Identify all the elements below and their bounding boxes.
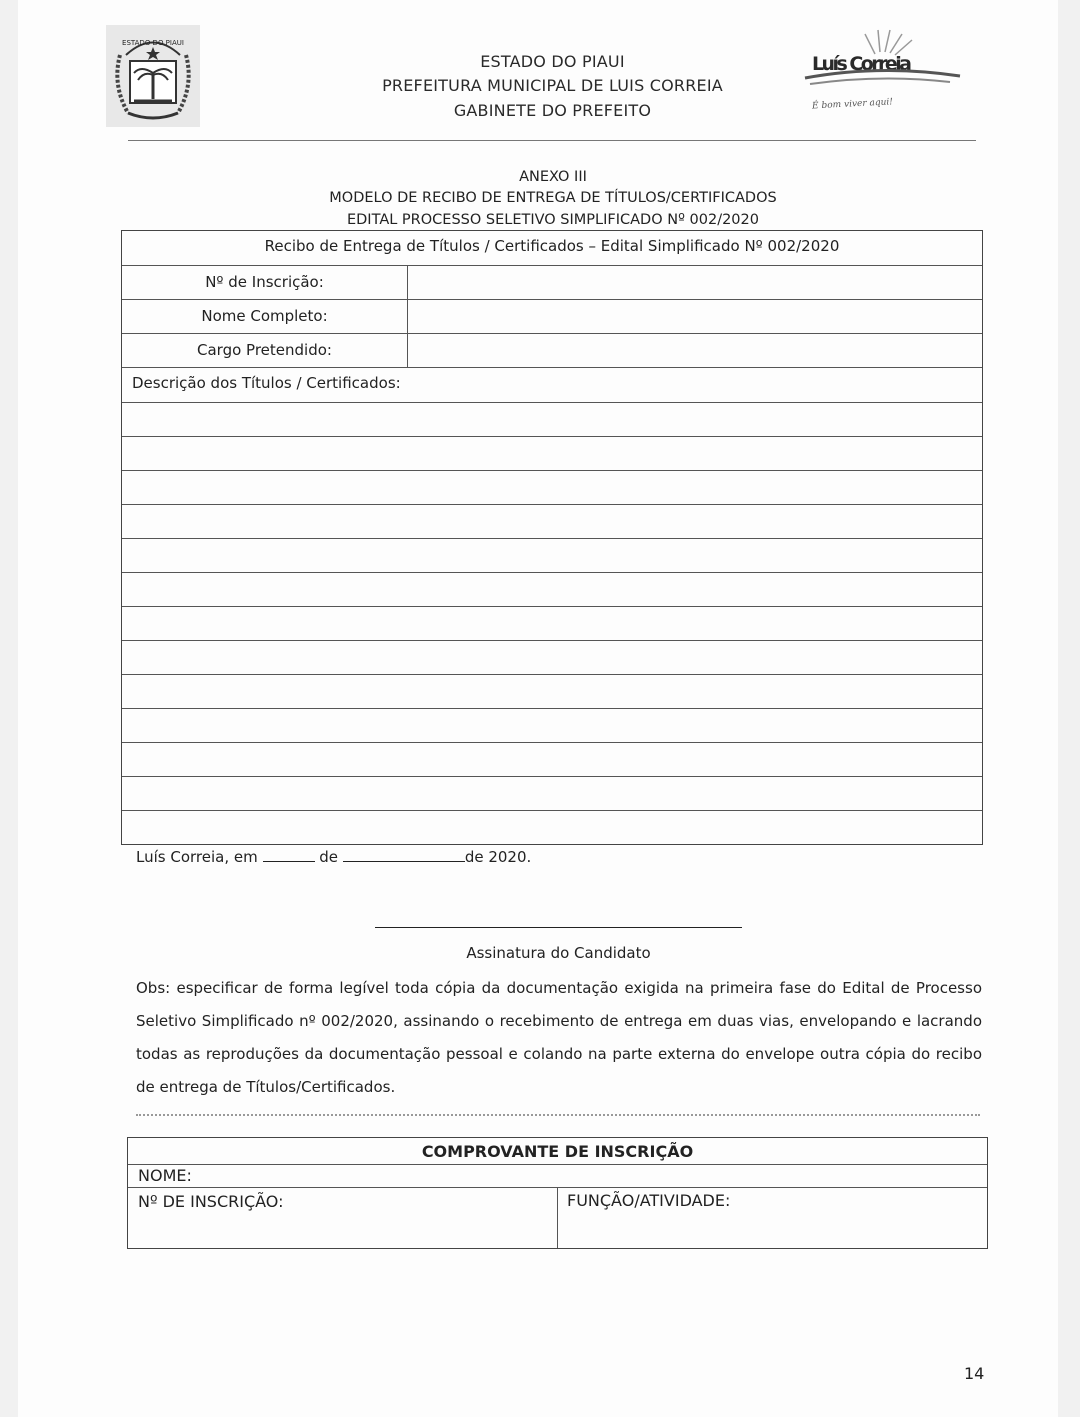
field-label: Nº de Inscrição: (122, 266, 408, 299)
city-logo (800, 26, 970, 116)
header-divider (128, 140, 976, 141)
page-number: 14 (964, 1364, 985, 1383)
blank-line (122, 641, 982, 675)
receipt-function-label: FUNÇÃO/ATIVIDADE: (567, 1191, 731, 1210)
receipt-divider (557, 1188, 558, 1248)
blank-line (122, 437, 982, 471)
day-blank (263, 849, 315, 862)
blank-line (122, 743, 982, 777)
blank-line (122, 675, 982, 709)
receipt-bottom-row (128, 1188, 987, 1248)
receipt-title: COMPROVANTE DE INSCRIÇÃO (128, 1138, 987, 1165)
cut-line (136, 1114, 980, 1116)
logo-slogan: É bom viver aqui! (811, 97, 894, 112)
logo-name: Luís Correia (812, 53, 912, 75)
receipt-inscription-label: Nº DE INSCRIÇÃO: (138, 1192, 284, 1211)
coat-of-arms-icon (106, 25, 200, 127)
blank-line (122, 709, 982, 743)
annex-title: ANEXO III (519, 169, 587, 185)
registration-receipt (127, 1137, 988, 1249)
blank-line (122, 777, 982, 811)
receipt-name-label: NOME: (128, 1165, 987, 1188)
place-middle: de (319, 848, 339, 866)
blank-line (122, 539, 982, 573)
field-label: Cargo Pretendido: (122, 334, 408, 367)
observation-paragraph: Obs: especificar de forma legível toda cópia da documentação exigida na primeira fase do Edital de Processo Seletivo Simplificado nº 002/2020, assinando o recebimento de entrega em duas vias, envelopando e lacrando todas as reproduções da documentação pessoal e colando na parte externa do envelope outra cópia do recibo de entrega de Títulos/Certificados. (136, 979, 982, 1096)
blank-line (122, 573, 982, 607)
description-row (122, 368, 982, 403)
place-suffix: de 2020. (464, 848, 532, 866)
coat-of-arms-text: ESTADO DO PIAUI (122, 39, 184, 47)
month-blank (343, 849, 465, 862)
field-row-inscription (122, 266, 982, 300)
blank-line (122, 607, 982, 641)
annex-edital: EDITAL PROCESSO SELETIVO SIMPLIFICADO Nº 002/2020 (346, 212, 759, 228)
annex-subtitle: MODELO DE RECIBO DE ENTREGA DE TÍTULOS/CERTIFICADOS (329, 190, 777, 206)
blank-line (122, 471, 982, 505)
header-office: GABINETE DO PREFEITO (453, 101, 652, 120)
table-title: Recibo de Entrega de Títulos / Certificados – Edital Simplificado Nº 002/2020 (122, 231, 982, 266)
signature-label: Assinatura do Candidato (466, 944, 651, 962)
signature-line (375, 927, 742, 928)
blank-line (122, 811, 982, 844)
field-row-position (122, 334, 982, 368)
blank-line (122, 403, 982, 437)
place-date-line (136, 848, 531, 866)
header-prefecture: PREFEITURA MUNICIPAL DE LUIS CORREIA (382, 76, 723, 95)
description-label: Descrição dos Títulos / Certificados: (132, 374, 401, 392)
header-state: ESTADO DO PIAUI (480, 52, 625, 71)
place-prefix: Luís Correia, em (136, 848, 258, 866)
field-label: Nome Completo: (122, 300, 408, 333)
blank-line (122, 505, 982, 539)
receipt-form-table (121, 230, 983, 845)
field-row-full-name (122, 300, 982, 334)
